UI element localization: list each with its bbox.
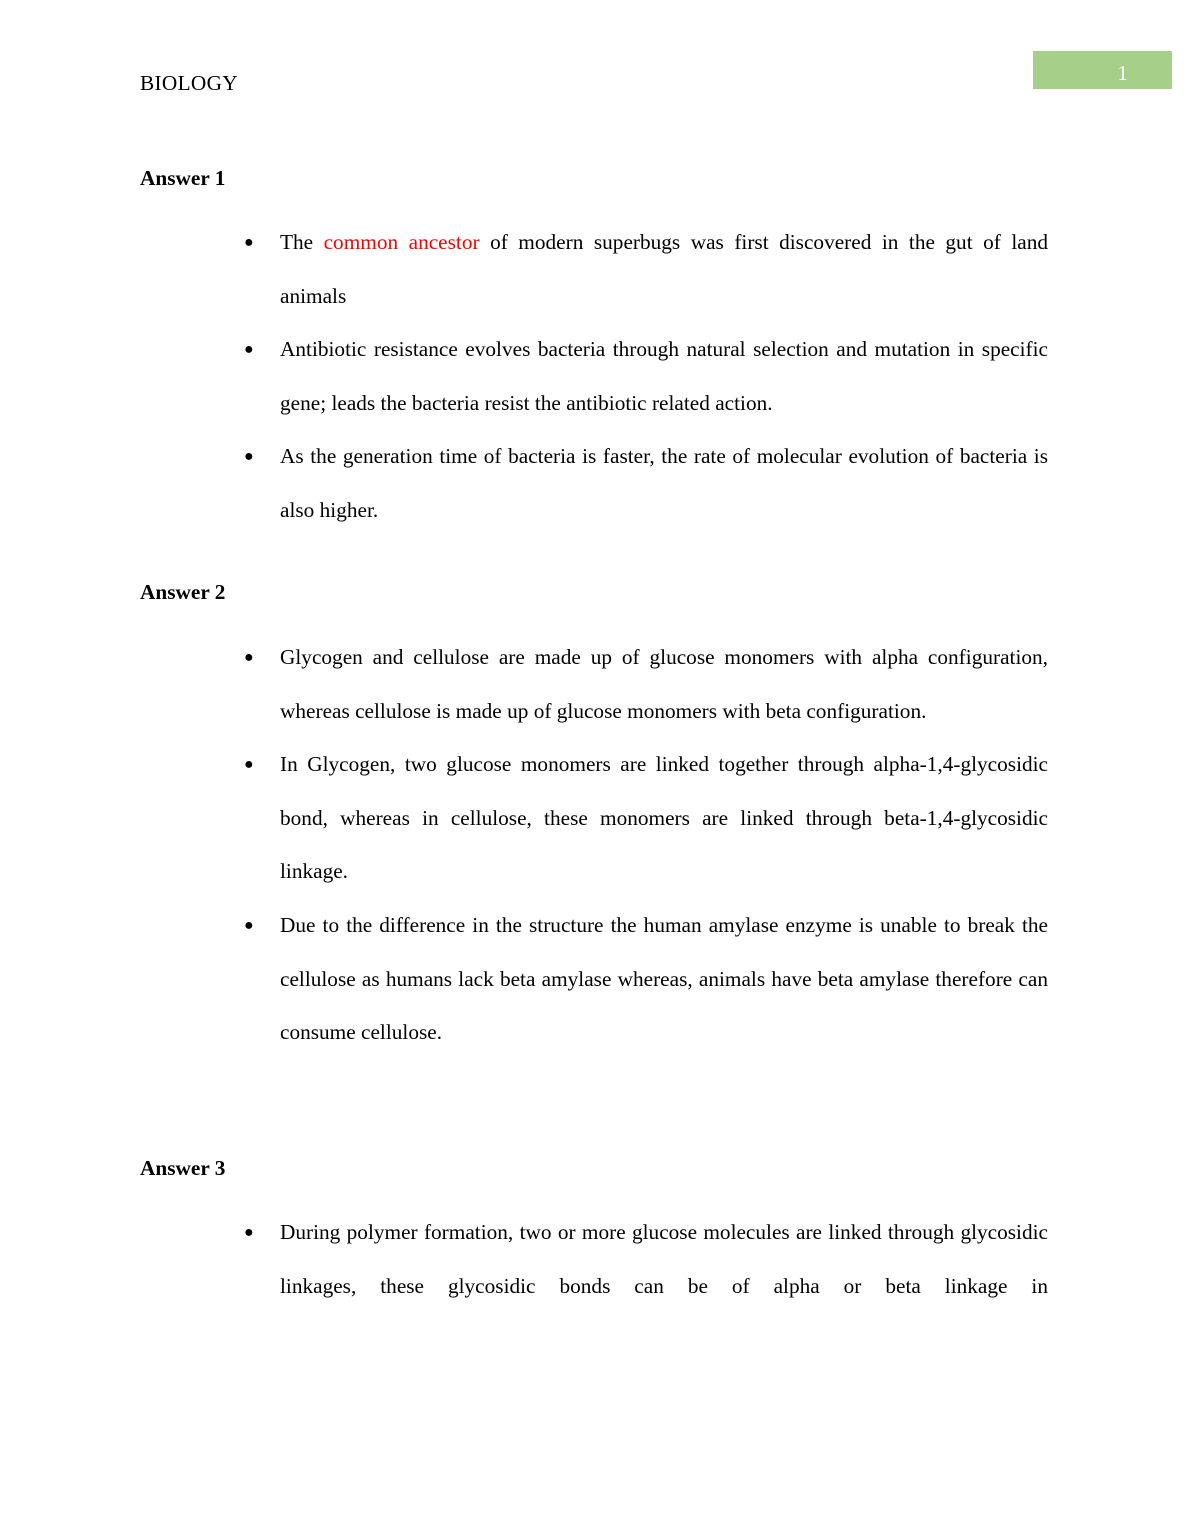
page-number-box [1033, 51, 1172, 89]
text: In Glycogen, two glucose monomers are linked together through alpha-1,4-glycosidic bond, whereas in cellulose, these monomers are linked through beta-1,4-glycosidic linkage. [280, 752, 1048, 884]
bullet-icon: ● [244, 649, 254, 666]
bullet-list [244, 631, 1048, 1060]
list-item [244, 430, 1048, 537]
list-item [244, 1206, 1048, 1313]
running-head: BIOLOGY [140, 71, 238, 95]
bullet-icon: ● [244, 341, 254, 359]
text: During polymer formation, two or more glucose molecules are linked through glycosidic linkages, these glycosidic bonds can be of alpha or beta linkage in [280, 1220, 1048, 1298]
bullet-list [244, 216, 1049, 538]
section-heading: Answer 1 [140, 166, 226, 190]
section-heading: Answer 2 [140, 580, 226, 604]
bullet-icon: ● [244, 756, 254, 774]
section-heading: Answer 3 [140, 1156, 226, 1180]
highlighted-text: common ancestor [323, 230, 480, 254]
bullet-list [244, 1206, 1048, 1313]
text: Due to the difference in the structure the human amylase enzyme is unable to break the cellulose as humans lack beta amylase whereas, animals have beta amylase therefore can consume cellulose. [280, 912, 1048, 1045]
page-number: 1 [1117, 61, 1128, 85]
bullet-icon: ● [244, 916, 254, 934]
text: Glycogen and cellulose are made up of glucose monomers with alpha configuration, whereas cellulose is made up of glucose monomers with beta configuration. [280, 645, 1048, 723]
text: Antibiotic resistance evolves bacteria through natural selection and mutation in specific gene; leads the bacteria resist the antibiotic related action. [280, 337, 1048, 415]
list-item [244, 631, 1048, 738]
list-item [244, 899, 1048, 1060]
text: of modern superbugs was first discovered in the gut of land animals [280, 230, 1049, 308]
list-item [244, 738, 1048, 899]
list-item [244, 216, 1049, 323]
text: As the generation time of bacteria is faster, the rate of molecular evolution of bacteria is also higher. [280, 444, 1048, 522]
bullet-icon: ● [244, 1224, 254, 1241]
text: The [280, 230, 324, 254]
bullet-icon: ● [244, 448, 254, 466]
bullet-icon: ● [244, 234, 254, 251]
list-item [244, 323, 1048, 430]
